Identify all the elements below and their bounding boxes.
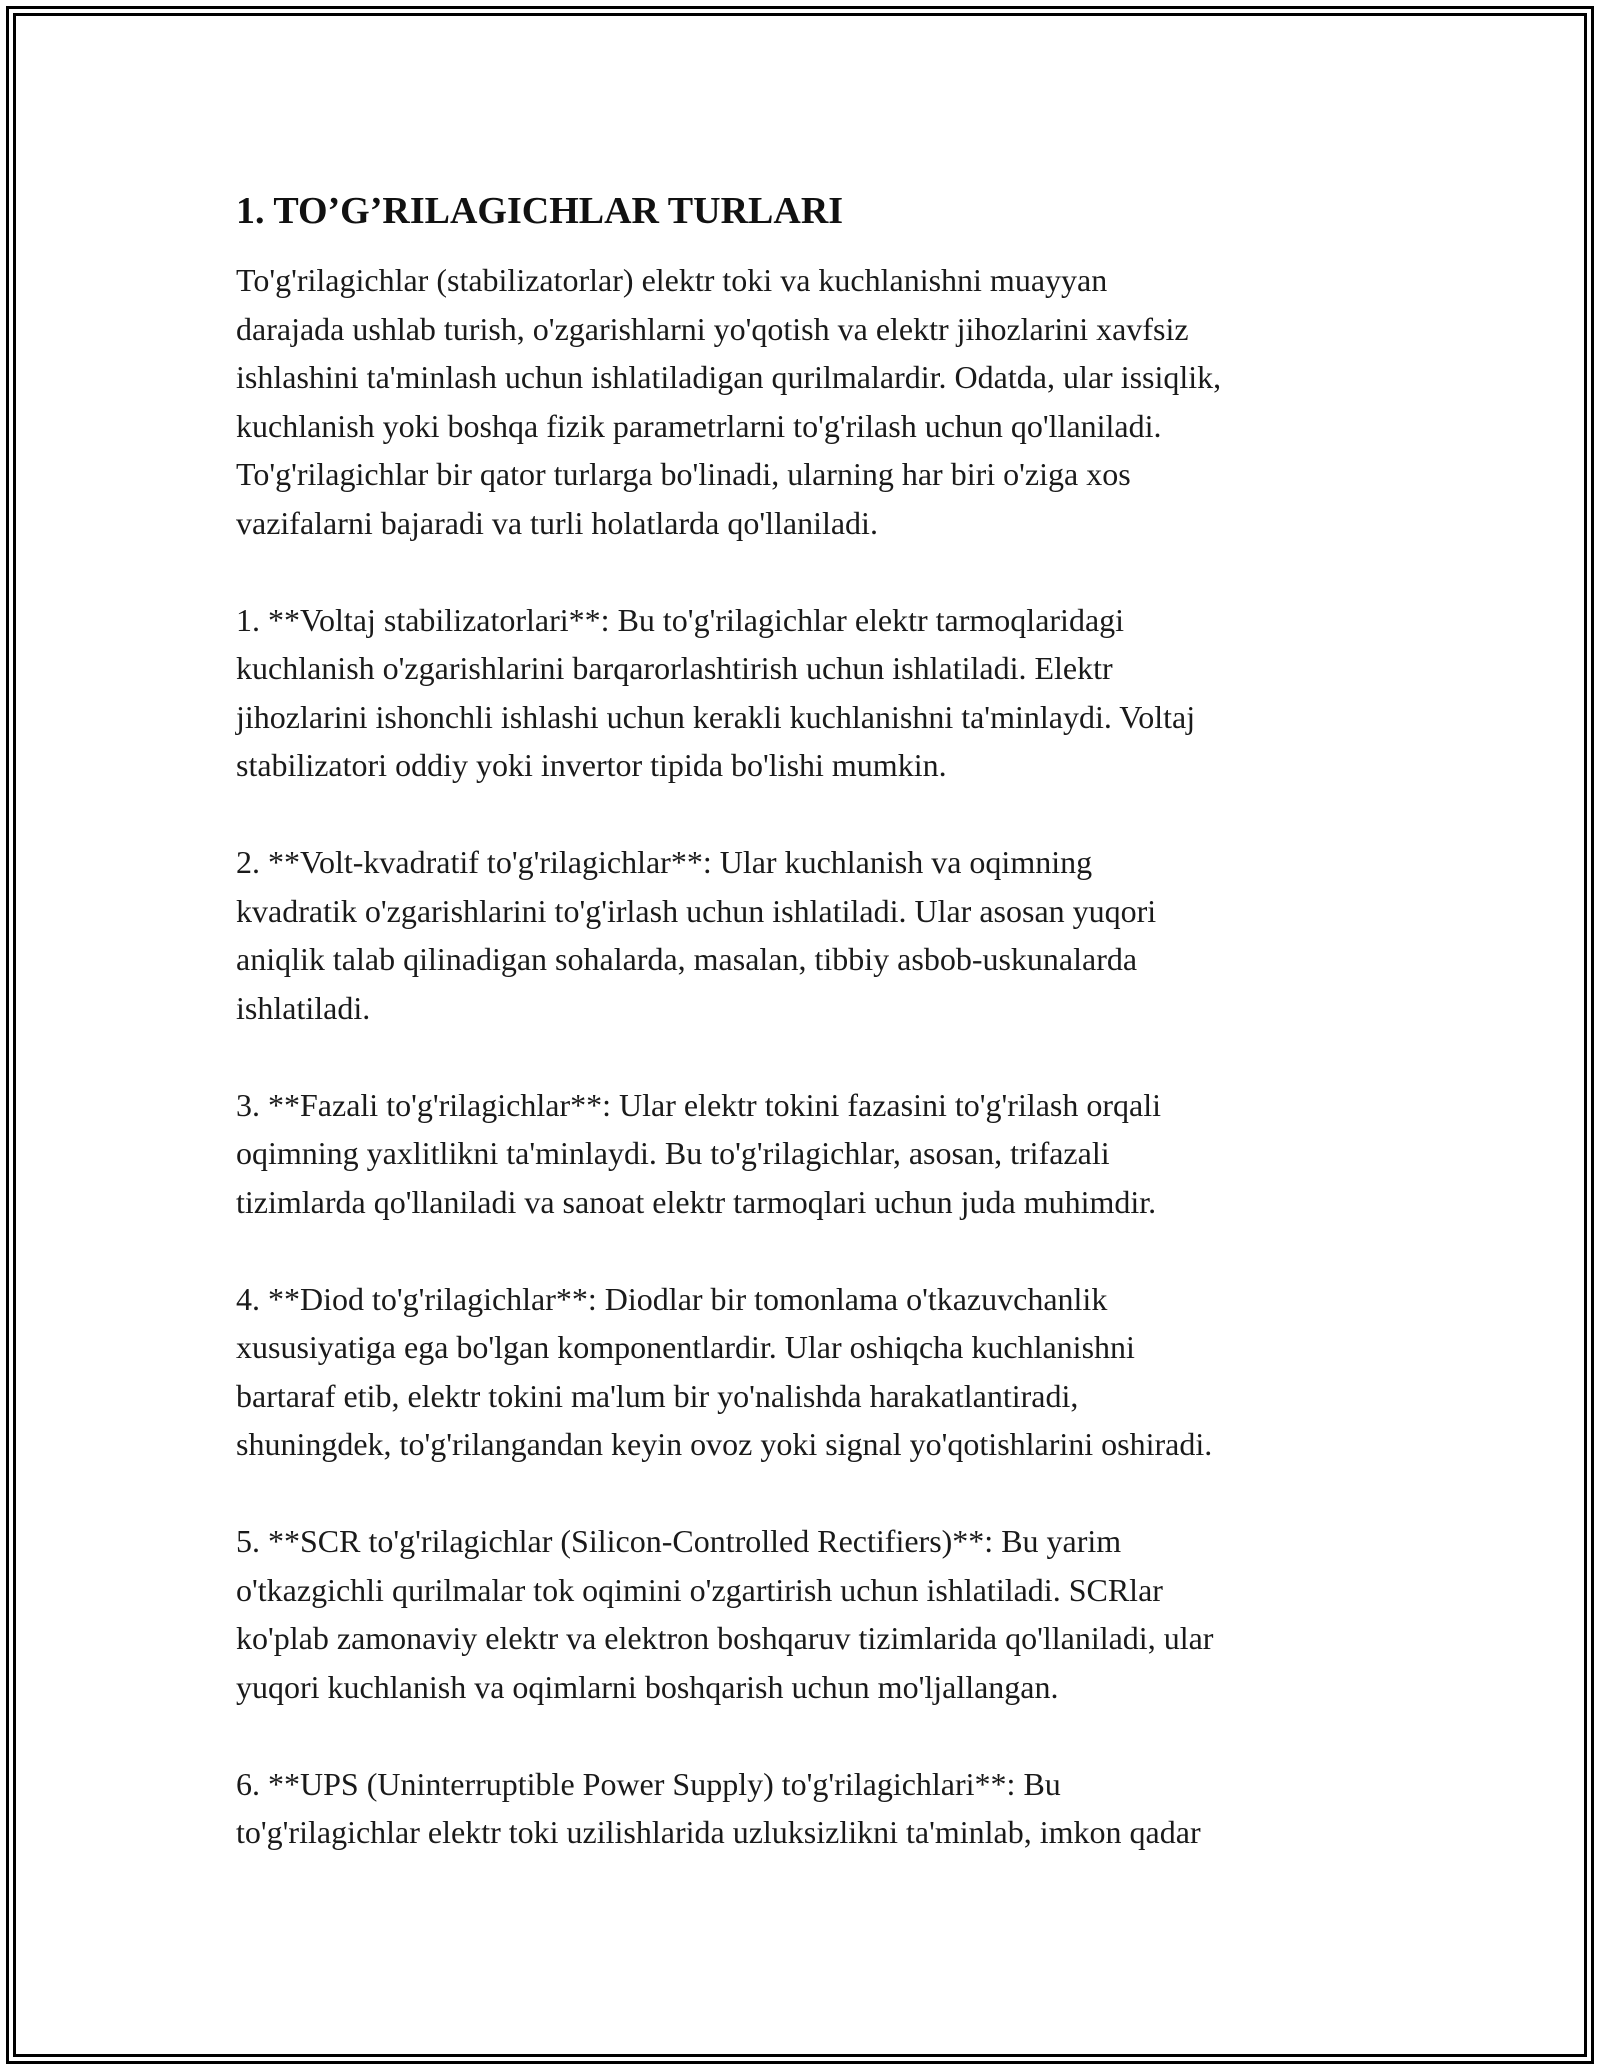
text-line: oqimning yaxlitlikni ta'minlaydi. Bu to'g'rilagichlar, asosan, trifazali (236, 1135, 1110, 1171)
section-heading: 1. TO’G’RILAGICHLAR TURLARI (236, 190, 844, 232)
text-line: ko'plab zamonaviy elektr va elektron boshqaruv tizimlarida qo'llaniladi, ular (236, 1620, 1214, 1656)
text-line: bartaraf etib, elektr tokini ma'lum bir yo'nalishda harakatlantiradi, (236, 1377, 1079, 1414)
text-line: darajada ushlab turish, o'zgarishlarni yo'qotish va elektr jihozlarini xavfsiz (236, 310, 1189, 347)
text-line: shuningdek, to'g'rilangandan keyin ovoz yoki signal yo'qotishlarini oshiradi. (236, 1426, 1213, 1462)
list-item-volt-quadratic (236, 838, 1376, 1032)
text-line: stabilizatori oddiy yoki invertor tipida bo'lishi mumkin. (236, 747, 947, 783)
text-line: ishlashini ta'minlash uchun ishlatiladigan qurilmalardir. Odatda, ular issiqlik, (236, 359, 1222, 395)
text-line: vazifalarni bajaradi va turli holatlarda qo'llaniladi. (236, 504, 878, 541)
text-line: 3. **Fazali to'g'rilagichlar**: Ular elektr tokini fazasini to'g'rilash orqali (236, 1086, 1162, 1123)
text-line: yuqori kuchlanish va oqimlarni boshqarish uchun mo'ljallangan. (236, 1668, 1059, 1705)
text-line: xususiyatiga ega bo'lgan komponentlardir. Ular oshiqcha kuchlanishni (236, 1329, 1135, 1365)
text-line: o'tkazgichli qurilmalar tok oqimini o'zgartirish uchun ishlatiladi. SCRlar (236, 1571, 1163, 1608)
list-item-voltage-stabilizers (236, 596, 1376, 790)
list-item-diode (236, 1275, 1376, 1469)
text-line: To'g'rilagichlar (stabilizatorlar) elektr toki va kuchlanishni muayyan (236, 262, 1108, 298)
text-line: 1. **Voltaj stabilizatorlari**: Bu to'g'rilagichlar elektr tarmoqlaridagi (236, 601, 1125, 638)
list-item-phase (236, 1081, 1376, 1227)
text-line: ishlatiladi. (236, 989, 371, 1026)
intro-paragraph (236, 256, 1376, 547)
text-line: kuchlanish o'zgarishlarini barqarorlashtirish uchun ishlatiladi. Elektr (236, 650, 1113, 686)
text-line: 6. **UPS (Uninterruptible Power Supply) to'g'rilagichlari**: Bu (236, 1765, 1061, 1802)
text-line: jihozlarini ishonchli ishlashi uchun kerakli kuchlanishni ta'minlaydi. Voltaj (236, 698, 1196, 735)
text-line: kvadratik o'zgarishlarini to'g'irlash uchun ishlatiladi. Ular asosan yuqori (236, 892, 1157, 929)
text-line: 5. **SCR to'g'rilagichlar (Silicon-Controlled Rectifiers)**: Bu yarim (236, 1523, 1122, 1559)
document-body (236, 186, 1376, 1905)
list-item-ups (236, 1760, 1376, 1857)
text-line: To'g'rilagichlar bir qator turlarga bo'linadi, ularning har biri o'ziga xos (236, 456, 1131, 492)
text-line: 4. **Diod to'g'rilagichlar**: Diodlar bir tomonlama o'tkazuvchanlik (236, 1280, 1108, 1317)
text-line: to'g'rilagichlar elektr toki uzilishlarida uzluksizlikni ta'minlab, imkon qadar (236, 1814, 1201, 1850)
text-line: tizimlarda qo'llaniladi va sanoat elektr tarmoqlari uchun juda muhimdir. (236, 1183, 1157, 1220)
text-line: aniqlik talab qilinadigan sohalarda, masalan, tibbiy asbob-uskunalarda (236, 941, 1138, 977)
list-item-scr (236, 1517, 1376, 1711)
text-line: kuchlanish yoki boshqa fizik parametrlarni to'g'rilash uchun qo'llaniladi. (236, 407, 1162, 444)
text-line: 2. **Volt-kvadratif to'g'rilagichlar**: Ular kuchlanish va oqimning (236, 844, 1093, 880)
